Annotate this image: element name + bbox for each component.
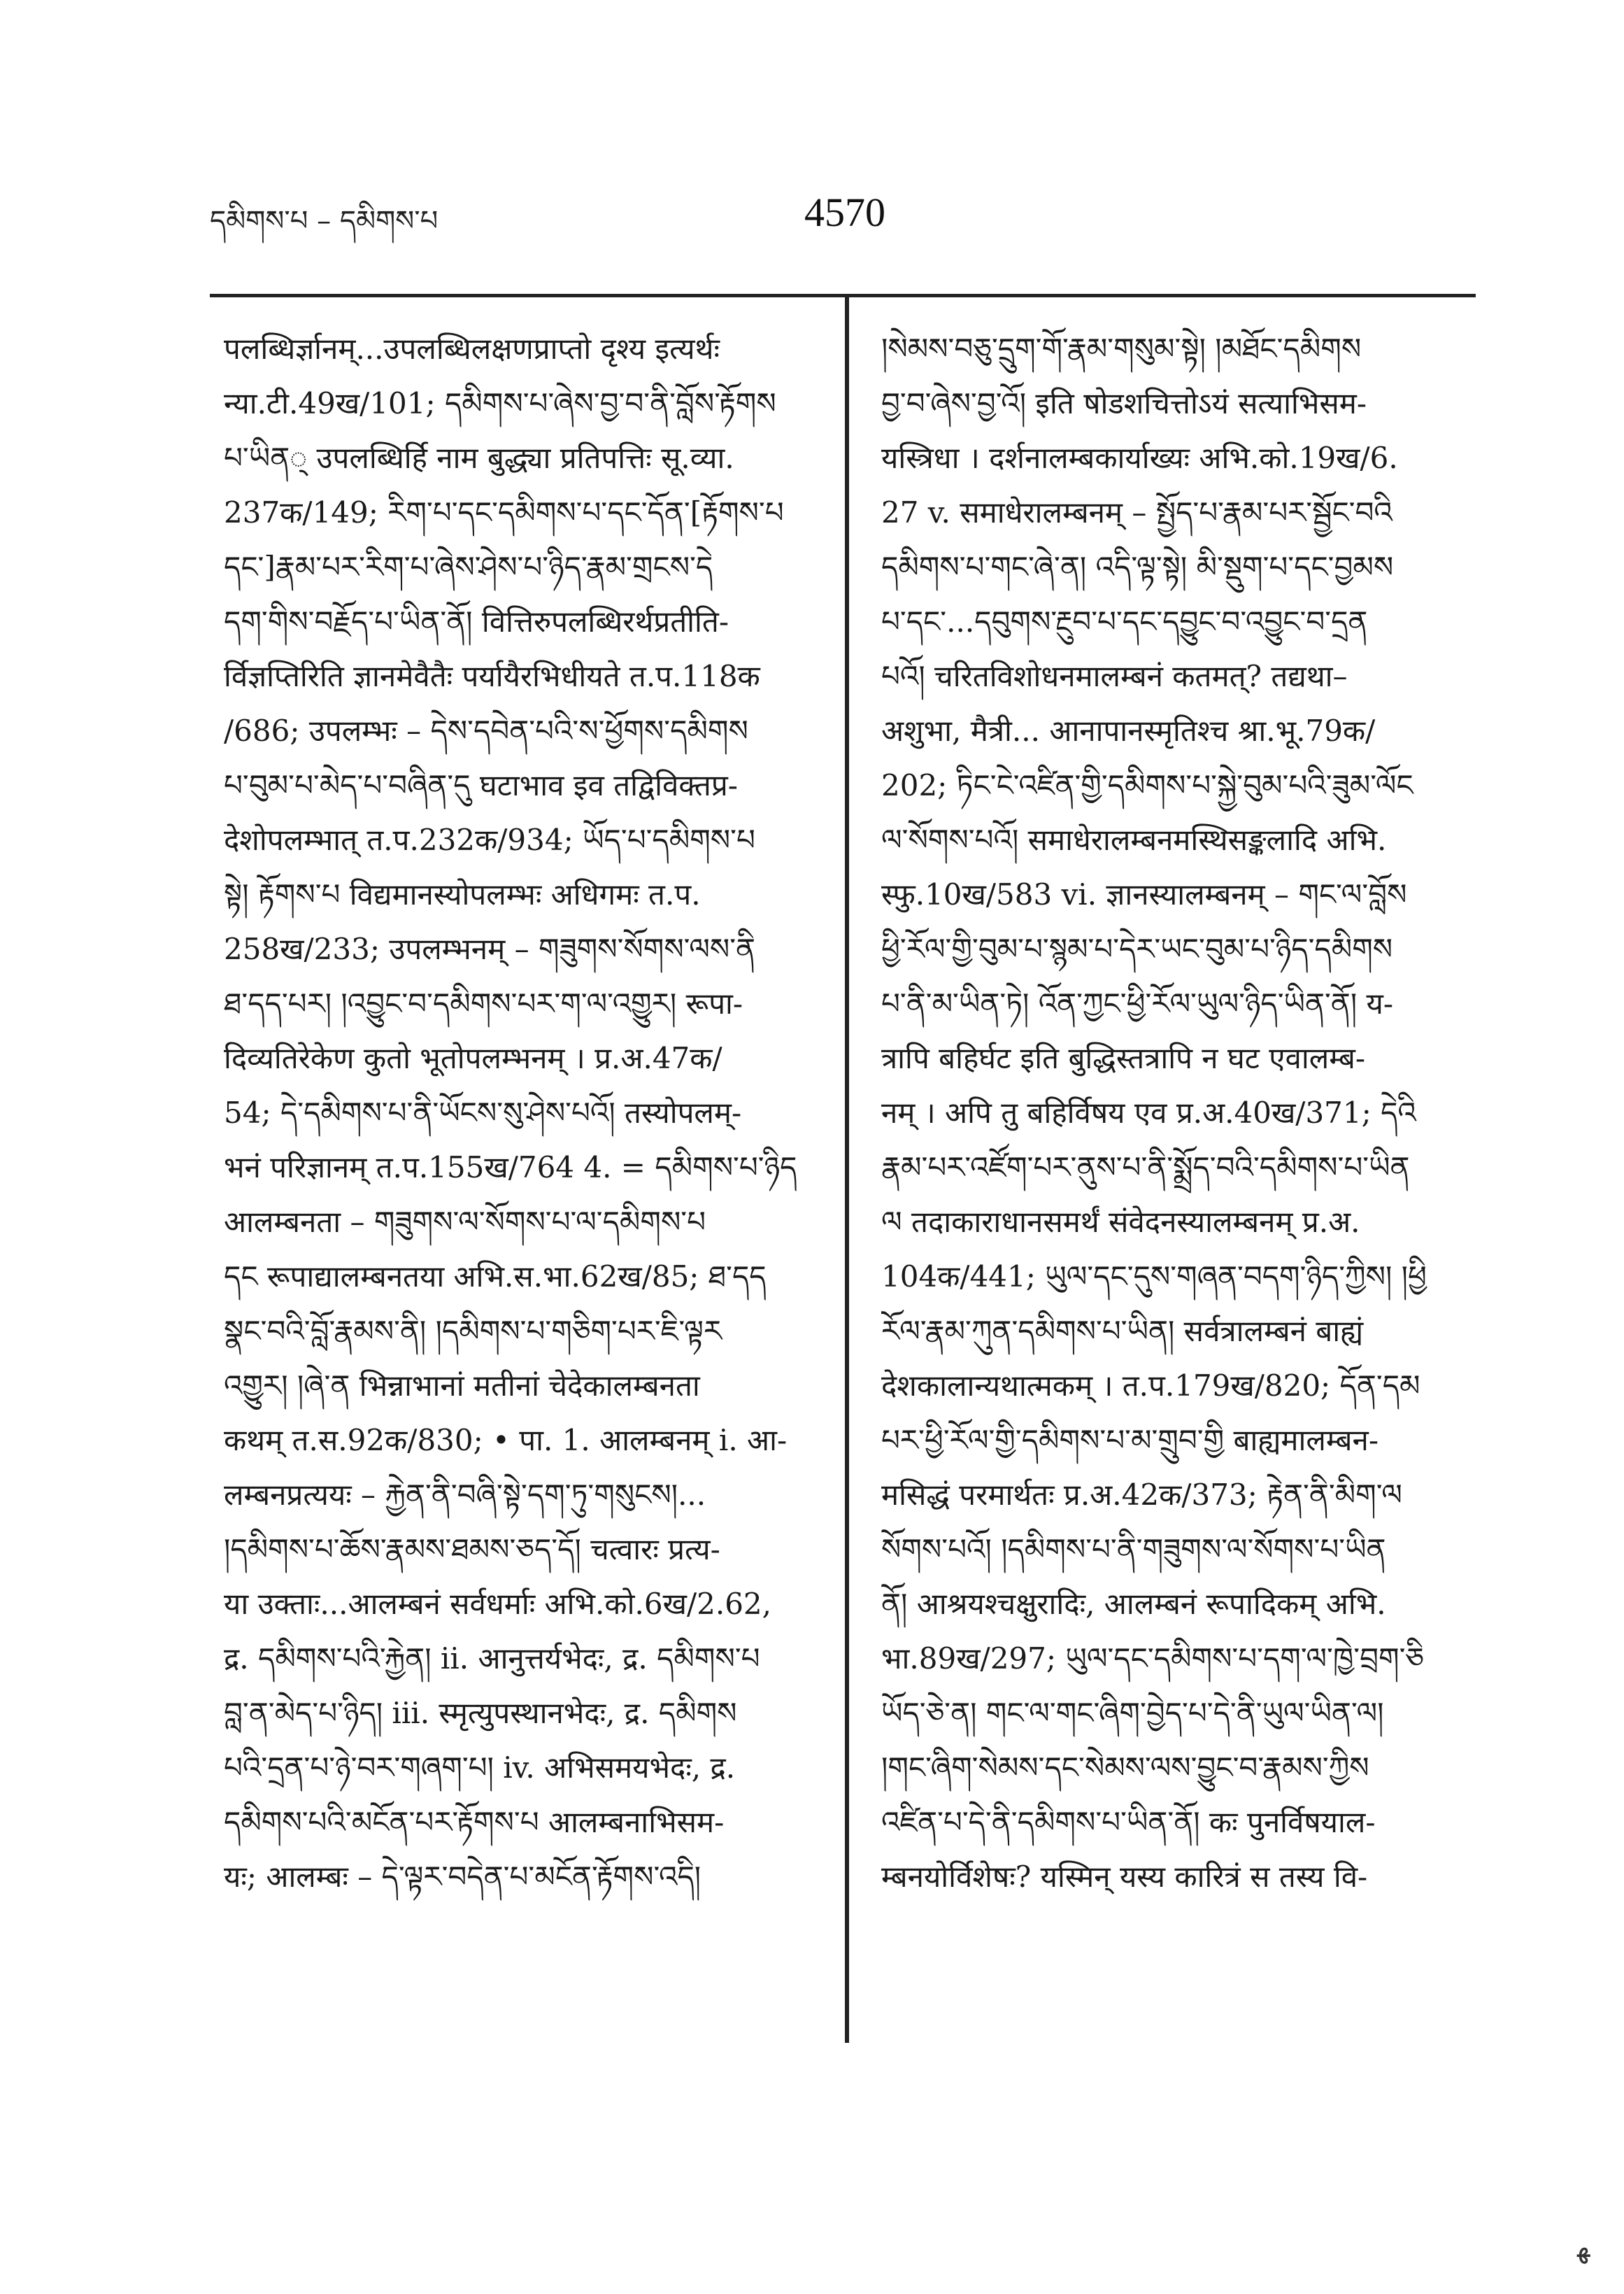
text-line: कथम् त.स.92क/830; • पा. 1. आलम्बनम् i. आ-: [224, 1423, 788, 1457]
text-line: སྣང་བའི་བློ་རྣམས་ནི། །དམིགས་པ་གཅིག་པར་ཇི་ལྟར: [224, 1314, 722, 1348]
text-line: ཐ་དད་པར། །འབྱུང་བ་དམིགས་པར་ག་ལ་འགྱུར། रूपा-: [224, 986, 743, 1021]
text-line: ཕྱི་རོལ་གྱི་བུམ་པ་སྙམ་པ་དེར་ཡང་བུམ་པ་ཉིད་དམིགས: [881, 932, 1393, 966]
text-line: །དམིགས་པ་ཆོས་རྣམས་ཐམས་ཅད་དོ། चत्वारः प्रत्य-: [224, 1532, 720, 1566]
running-header: དམིགས་པ – དམིགས་པ: [210, 205, 439, 237]
text-line: नम् । अपि तु बहिर्विषय एव प्र.अ.40ख/371; དེའི: [881, 1096, 1416, 1130]
text-line: པའི་དྲན་པ་ཉེ་བར་གཞག་པ། iv. अभिसमयभेदः, द्र.: [224, 1750, 736, 1785]
text-line: ནོ། आश्रयश्चक्षुरादिः, आलम्बनं रूपादिकम् अभि.: [881, 1587, 1386, 1621]
text-line: 54; དེ་དམིགས་པ་ནི་ཡོངས་སུ་ཤེས་པའོ། तस्योपलम्-: [224, 1096, 742, 1130]
text-line: པར་ཕྱི་རོལ་གྱི་དམིགས་པ་མ་གྲུབ་གྱི बाह्यमालम्बन-: [881, 1423, 1379, 1457]
text-line: भनं परिज्ञानम् त.प.155ख/764 4. = དམིགས་པ་ཉིད: [224, 1150, 797, 1184]
text-line: ལ་སོགས་པའོ། समाधेरालम्बनमस्थिसङ्कलादि अभि.: [881, 823, 1387, 857]
text-line: བྱ་བ་ཞེས་བྱ་འོ། इति षोडशचित्तोऽयं सत्याभिसम-: [881, 386, 1367, 420]
text-line: भा.89ख/297; ཡུལ་དང་དམིགས་པ་དག་ལ་ཁྱེ་བྲག་ཅི: [881, 1641, 1425, 1676]
text-line: पलब्धिर्ज्ञानम्...उपलब्धिलक्षणप्राप्तो दृश्य इत्यर्थः: [224, 332, 720, 366]
text-line: པ་ཡིན् उपलब्धिर्हि नाम बुद्ध्या प्रतिपत्तिः सू.व्या.: [224, 441, 734, 475]
text-line: आलम्बनता – གཟུགས་ལ་སོགས་པ་ལ་དམིགས་པ: [224, 1205, 706, 1239]
text-line: 202; ཏིང་ངེ་འཛིན་གྱི་དམིགས་པ་སྐྱེ་བུམ་པའི་ཟུམ་ལོང: [881, 768, 1413, 802]
text-line: དང་]རྣམ་པར་རིག་པ་ཞེས་ཤེས་པ་ཉིད་རྣམ་གྲངས་དེ: [224, 550, 713, 584]
text-line: པ་ནི་མ་ཡིན་ཏེ། འོན་ཀྱང་ཕྱི་རོལ་ཡུལ་ཉིད་ཡིན་ནོ། य-: [881, 986, 1394, 1021]
text-line: ལ तदाकाराधानसमर्थं संवेदनस्यालम्बनम् प्र.अ.: [881, 1205, 1360, 1239]
text-line: र्विज्ञप्तिरिति ज्ञानमेवैतैः पर्यायैरभिधीयते त.प.118क: [224, 659, 760, 693]
page-number: 4570: [804, 190, 885, 235]
text-line: स्फु.10ख/583 vi. ज्ञानस्यालम्बनम् – གང་ལ་བློས: [881, 877, 1407, 912]
text-line: སྟེ། རྟོགས་པ विद्यमानस्योपलम्भः अधिगमः त.प.: [224, 877, 701, 912]
text-line: འཛིན་པ་དེ་ནི་དམིགས་པ་ཡིན་ནོ། कः पुनर्विषयाल-: [881, 1805, 1376, 1839]
left-column: [224, 322, 825, 1904]
text-line: དམིགས་པའི་མངོན་པར་རྟོགས་པ आलम्बनाभिसम-: [224, 1805, 725, 1839]
text-line: त्रापि बहिर्घट इति बुद्धिस्तत्रापि न घट एवालम्ब-: [881, 1041, 1366, 1075]
text-line: अशुभा, मैत्री... आनापानस्मृतिश्च श्रा.भू.79क/: [881, 714, 1376, 748]
text-line: པ་བུམ་པ་མེད་པ་བཞིན་དུ घटाभाव इव तद्विविक्तप्र-: [224, 768, 738, 802]
text-line: मसिद्धं परमार्थतः प्र.अ.42क/373; རྟེན་ནི་མིག་ལ: [881, 1478, 1402, 1512]
text-line: །གང་ཞིག་སེམས་དང་སེམས་ལས་བྱུང་བ་རྣམས་ཀྱིས: [881, 1750, 1369, 1785]
text-line: སོགས་པའོ། །དམིགས་པ་ནི་གཟུགས་ལ་སོགས་པ་ཡིན: [881, 1532, 1386, 1566]
text-line: དམིགས་པ་གང་ཞེ་ན། འདི་ལྟ་སྟེ། མི་སྡུག་པ་དང་བྱམས: [881, 550, 1394, 584]
text-line: 27 v. समाधेरालम्बनम् – སྤྱོད་པ་རྣམ་པར་སྦྱོང་བའི: [881, 495, 1392, 530]
text-line: यः; आलम्बः – དེ་ལྟར་བདེན་པ་མངོན་རྟོགས་འདི།: [224, 1860, 701, 1894]
text-line: 104क/441; ཡུལ་དང་དུས་གཞན་བདག་ཉིད་ཀྱིས། །ཕྱི: [881, 1259, 1427, 1294]
text-line: 258ख/233; उपलम्भनम् – གཟུགས་སོགས་ལས་ནི: [224, 932, 756, 966]
right-column: [881, 322, 1483, 1904]
text-line: པའོ། चरितविशोधनमालम्बनं कतमत्? तद्यथा–: [881, 659, 1348, 693]
text-line: यस्त्रिधा । दर्शनालम्बकार्याख्यः अभि.को.19ख/6.: [881, 441, 1398, 475]
text-line: རྣམ་པར་འཛོག་པར་ནུས་པ་ནི་སྨྲོད་བའི་དམིགས་པ་ཡིན: [881, 1150, 1410, 1184]
text-line: བླ་ན་མེད་པ་ཉིད། iii. स्मृत्युपस्थानभेदः, द्र. དམིགས: [224, 1696, 737, 1730]
text-line: དག་གིས་བརྗོད་པ་ཡིན་ནོ། वित्तिरुपलब्धिरर्थप्रतीति-: [224, 604, 729, 639]
text-line: द्र. དམིགས་པའི་རྐྱེན། ii. आनुत्तर्यभेदः, द्र. དམིགས་པ: [224, 1641, 760, 1676]
text-line: །སེམས་བཅུ་དྲུག་གོ་རྣམ་གསུམ་སྟེ། །མཐོང་དམིགས: [881, 332, 1362, 366]
text-line: དང रूपाद्यालम्बनतया अभि.स.भा.62ख/85; ཐ་དད: [224, 1259, 767, 1294]
text-line: 237क/149; རིག་པ་དང་དམིགས་པ་དང་དོན་[རྟོགས་པ: [224, 495, 784, 530]
header-rule: [210, 294, 1476, 297]
text-line: या उक्ताः...आलम्बनं सर्वधर्माः अभि.को.6ख/2.62,: [224, 1587, 771, 1621]
text-line: म्बनयोर्विशेषः? यस्मिन् यस्य कारित्रं स तस्य वि-: [881, 1860, 1368, 1894]
text-line: दिव्यतिरेकेण कुतो भूतोपलम्भनम् । प्र.अ.47क/: [224, 1041, 722, 1075]
text-line: न्या.टी.49ख/101; དམིགས་པ་ཞེས་བྱ་བ་ནི་བློས་རྟོགས: [224, 386, 776, 420]
text-line: देशकालान्यथात्मकम् । त.प.179ख/820; དོན་དམ: [881, 1368, 1420, 1403]
text-line: ཡོད་ཅེ་ན། གང་ལ་གང་ཞིག་བྱེད་པ་དེ་ནི་ཡུལ་ཡིན་ལ།: [881, 1696, 1384, 1730]
text-line: लम्बनप्रत्ययः – རྐྱེན་ནི་བཞི་སྟེ་དག་ཏུ་གསུངས།...: [224, 1478, 706, 1512]
text-line: པ་དང་...དབུགས་རྔུབ་པ་དང་དབྱུང་བ་འབྱུང་བ་དྲན: [881, 604, 1368, 639]
text-line: རོལ་རྣམ་ཀུན་དམིགས་པ་ཡིན། सर्वत्रालम्बनं बाह्यं: [881, 1314, 1364, 1348]
corner-mark: ﻬ: [1577, 2232, 1590, 2264]
text-line: འགྱུར། །ཞེ་ན भिन्नाभानां मतीनां चेदेकालम्बनता: [224, 1368, 700, 1403]
text-line: देशोपलम्भात् त.प.232क/934; ཡོད་པ་དམིགས་པ: [224, 823, 755, 857]
column-divider: [845, 294, 849, 2043]
text-line: /686; उपलम्भः – དེས་དབེན་པའི་ས་ཕྱོགས་དམིགས: [224, 714, 748, 748]
